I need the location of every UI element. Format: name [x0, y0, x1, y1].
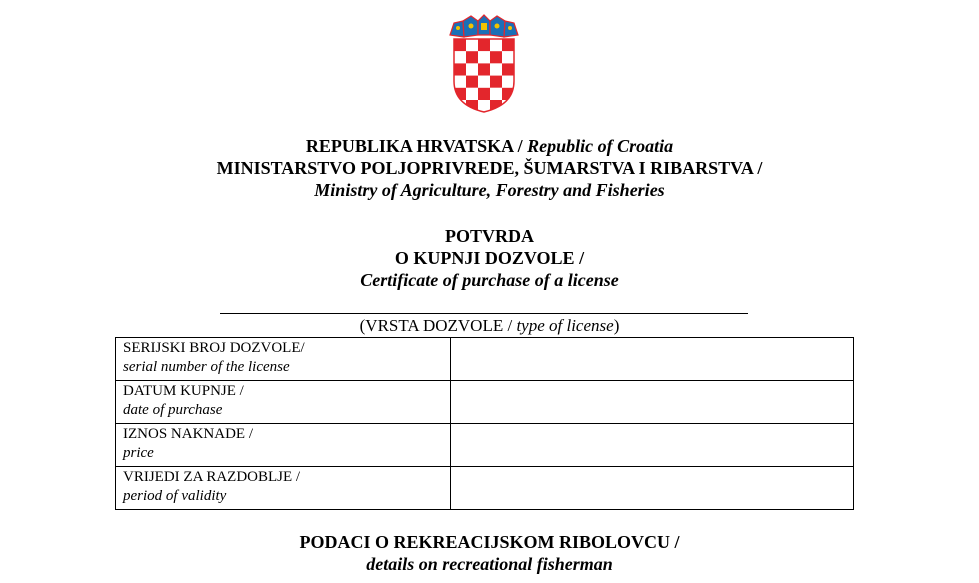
- checker-square: [490, 76, 502, 88]
- ministry-hr: MINISTARSTVO POLJOPRIVREDE, ŠUMARSTVA I RIBARSTVA /: [216, 158, 763, 178]
- label-hr: VRIJEDI ZA RAZDOBLJE /: [123, 469, 301, 485]
- checker-square: [454, 63, 466, 75]
- checker-square: [454, 51, 466, 63]
- checker-square: [490, 51, 502, 63]
- checker-square: [478, 88, 490, 100]
- doc-title-en: Certificate of purchase of a license: [360, 270, 619, 290]
- checker-square: [490, 39, 502, 51]
- checker-square: [478, 76, 490, 88]
- label-en: price: [123, 445, 154, 461]
- label-hr: DATUM KUPNJE /: [123, 383, 244, 399]
- label-en: period of validity: [123, 488, 227, 504]
- license-type-en: type of license: [516, 316, 614, 335]
- checker-square: [454, 76, 466, 88]
- label-hr: IZNOS NAKNADE /: [123, 426, 253, 442]
- checker-square: [454, 100, 466, 112]
- fisherman-section-title-en: details on recreational fisherman: [366, 554, 613, 574]
- ministry-en: Ministry of Agriculture, Forestry and Fisheries: [314, 180, 665, 200]
- checker-square: [490, 63, 502, 75]
- table-row: [116, 381, 854, 424]
- checker-square: [502, 100, 514, 112]
- country-en: Republic of Croatia: [527, 136, 674, 156]
- validity-period-label: [116, 467, 451, 510]
- checker-square: [466, 39, 478, 51]
- table-row: [116, 424, 854, 467]
- license-type-close: ): [613, 316, 620, 335]
- license-type-blank-line: [220, 313, 748, 314]
- price-value[interactable]: [451, 424, 854, 467]
- fisherman-section-title: PODACI O REKREACIJSKOM RIBOLOVCU /: [299, 532, 680, 552]
- serial-number-label: [116, 338, 451, 381]
- label-hr: SERIJSKI BROJ DOZVOLE/: [123, 340, 305, 356]
- checker-square: [454, 39, 466, 51]
- validity-period-value[interactable]: [451, 467, 854, 510]
- license-type-caption: [0, 315, 979, 337]
- country-hr: REPUBLIKA HRVATSKA /: [305, 136, 528, 156]
- croatian-coat-of-arms-icon: [449, 13, 519, 113]
- checker-square: [478, 63, 490, 75]
- checker-square: [478, 51, 490, 63]
- doc-subtitle: O KUPNJI DOZVOLE /: [394, 248, 585, 268]
- checker-square: [502, 76, 514, 88]
- checker-square: [490, 88, 502, 100]
- checker-square: [502, 63, 514, 75]
- doc-title: POTVRDA: [445, 226, 534, 246]
- label-en: serial number of the license: [123, 359, 290, 375]
- label-en: date of purchase: [123, 402, 223, 418]
- checker-square: [502, 39, 514, 51]
- table-row: [116, 338, 854, 381]
- country-line: [0, 135, 979, 157]
- price-label: [116, 424, 451, 467]
- checker-square: [466, 76, 478, 88]
- purchase-date-label: [116, 381, 451, 424]
- table-row: [116, 467, 854, 510]
- checker-square: [466, 63, 478, 75]
- license-type-open: (VRSTA DOZVOLE /: [359, 316, 517, 335]
- checker-square: [466, 51, 478, 63]
- checker-square: [466, 88, 478, 100]
- serial-number-value[interactable]: [451, 338, 854, 381]
- checker-square: [502, 51, 514, 63]
- checker-square: [478, 39, 490, 51]
- purchase-date-value[interactable]: [451, 381, 854, 424]
- license-info-table: [115, 337, 854, 510]
